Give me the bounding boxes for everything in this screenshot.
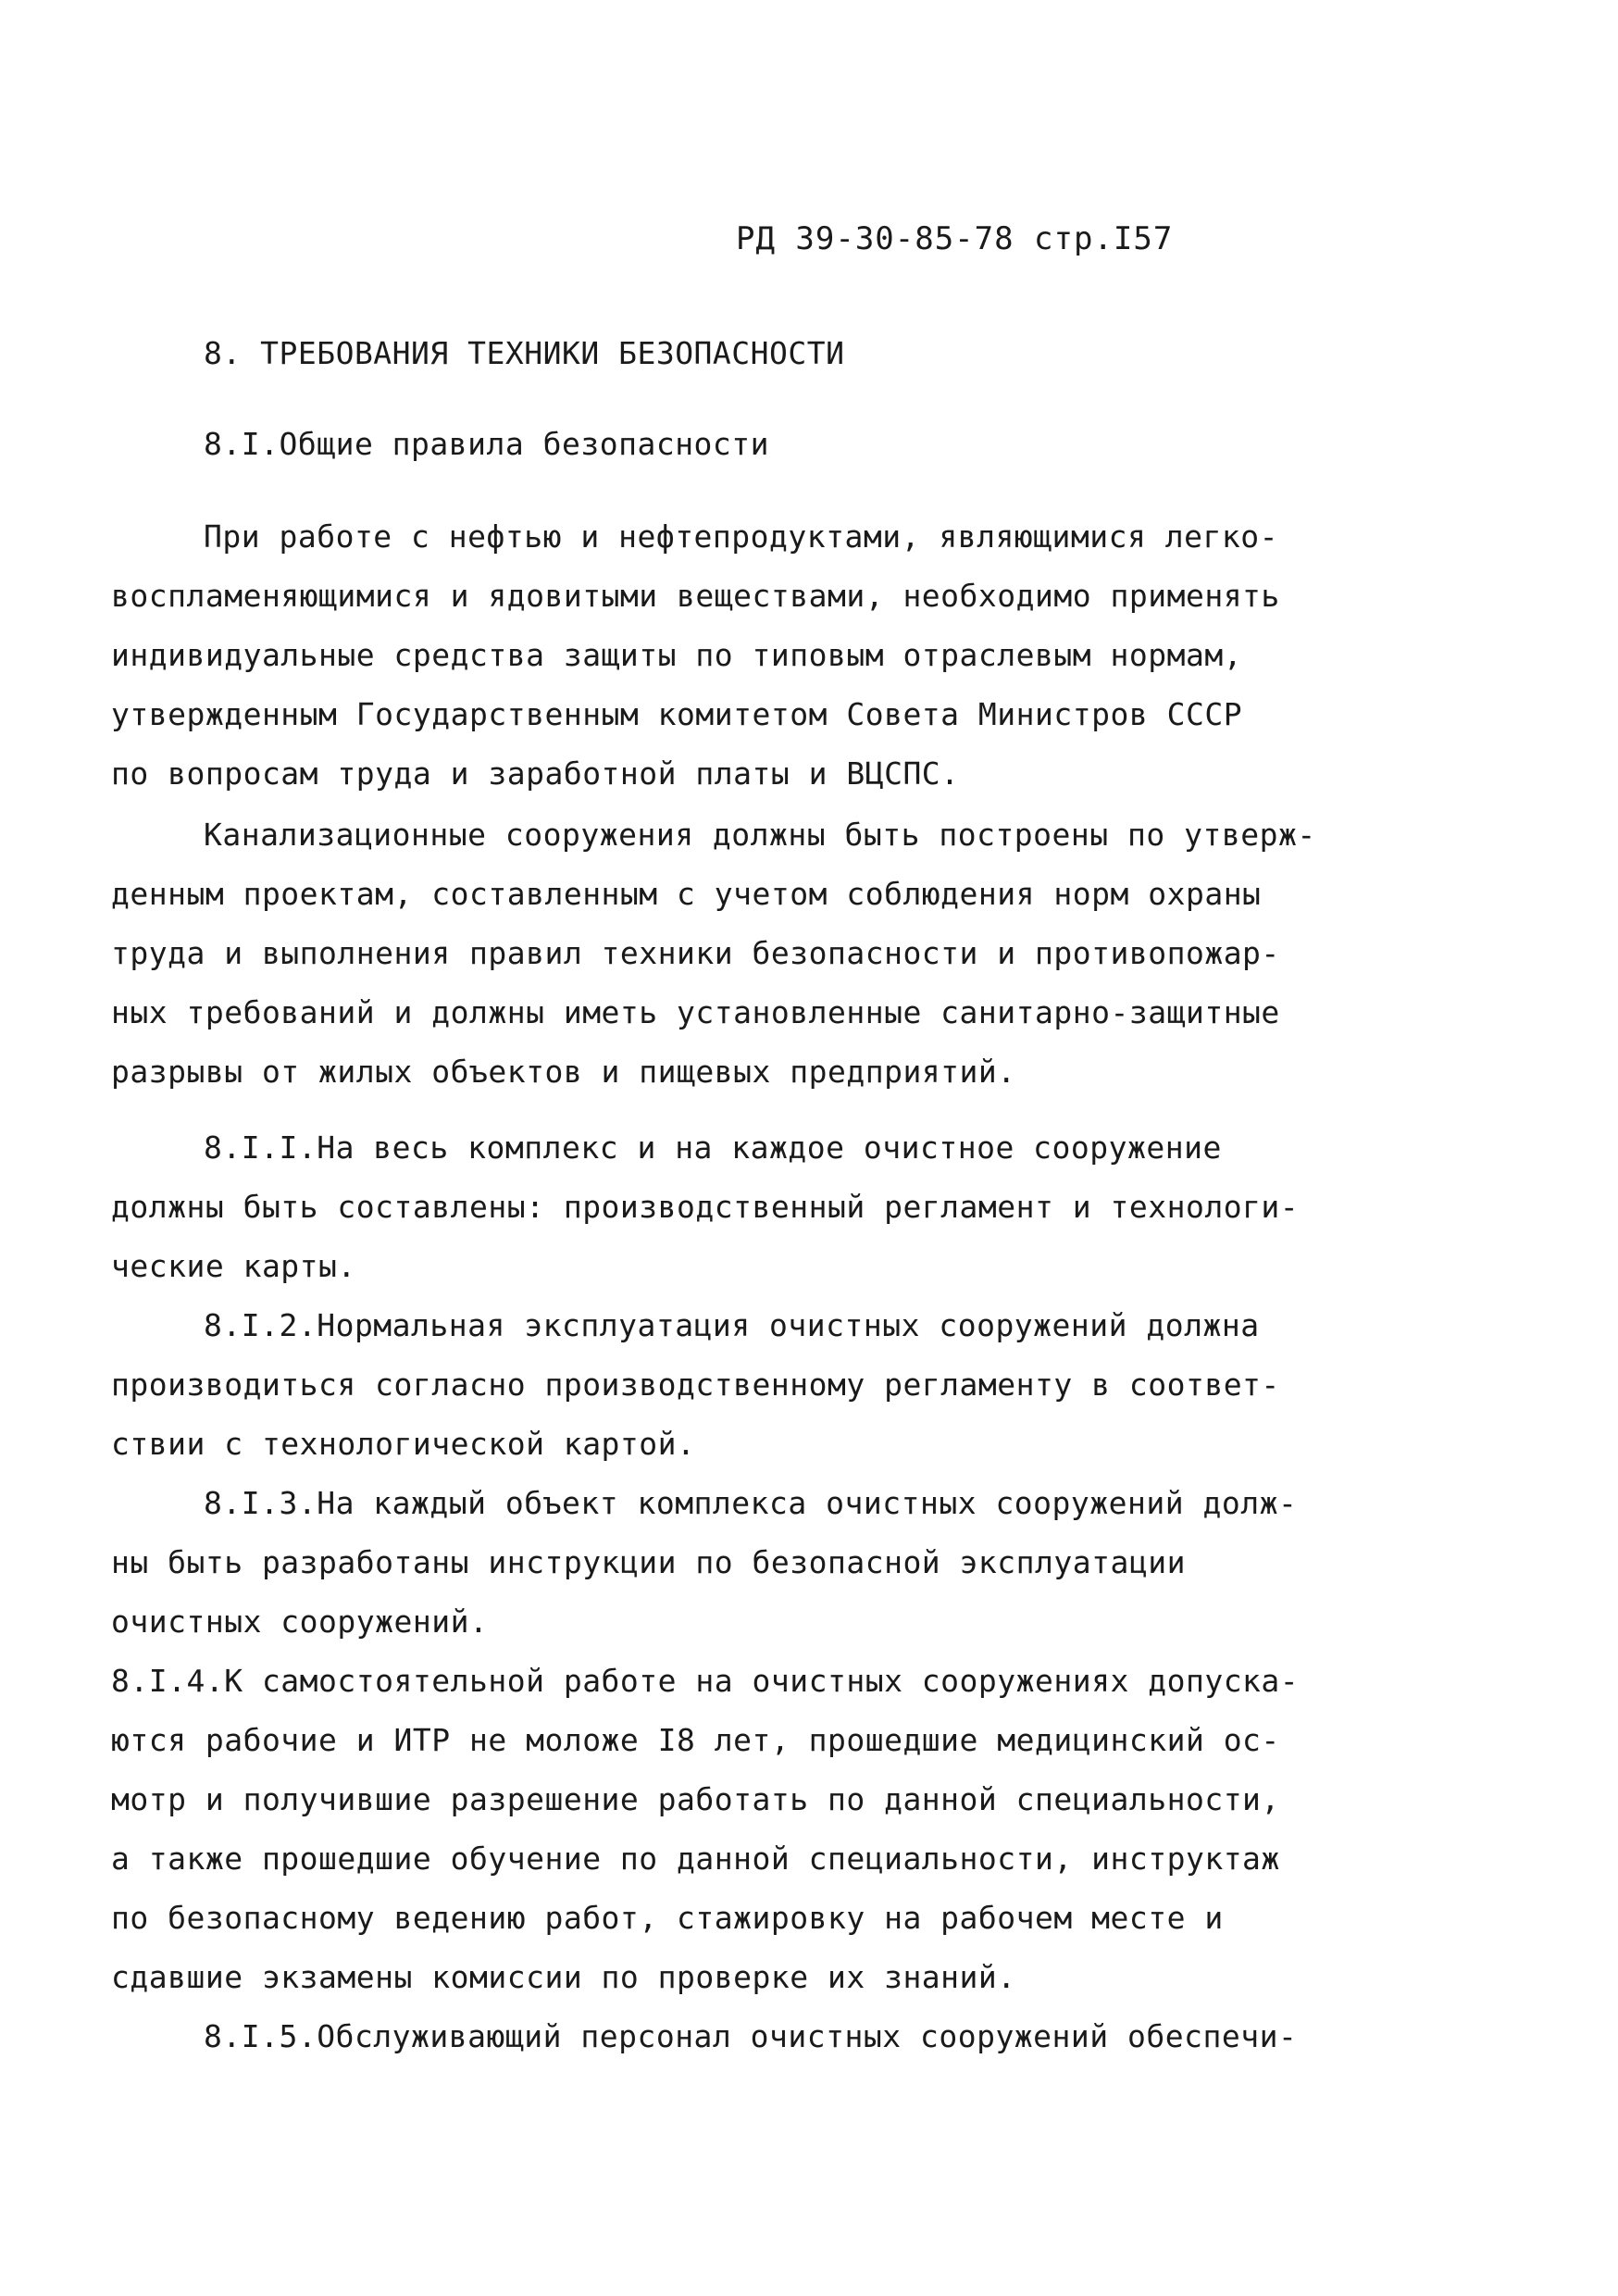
text-line: а также прошедшие обучение по данной специальности, инструктаж bbox=[111, 1841, 1280, 1877]
text-line: При работе с нефтью и нефтепродуктами, являющимися легко- bbox=[204, 518, 1278, 555]
subsection-title: 8.I.Общие правила безопасности bbox=[204, 426, 770, 462]
section-title: 8. ТРЕБОВАНИЯ ТЕХНИКИ БЕЗОПАСНОСТИ bbox=[204, 335, 845, 371]
text-line: ческие карты. bbox=[111, 1248, 356, 1284]
text-line: ствии с технологической картой. bbox=[111, 1426, 696, 1462]
text-line: ны быть разработаны инструкции по безопасной эксплуатации bbox=[111, 1544, 1186, 1580]
text-line: 8.I.4.К самостоятельной работе на очистных сооружениях допуска- bbox=[111, 1663, 1300, 1699]
text-line: ных требований и должны иметь установленные санитарно-защитные bbox=[111, 994, 1280, 1030]
text-line: должны быть составлены: производственный регламент и технологи- bbox=[111, 1189, 1300, 1225]
text-line: индивидуальные средства защиты по типовым отраслевым нормам, bbox=[111, 637, 1243, 673]
text-line: производиться согласно производственному регламенту в соответ- bbox=[111, 1366, 1280, 1403]
text-line: по безопасному ведению работ, стажировку на рабочем месте и bbox=[111, 1900, 1224, 1936]
text-line: мотр и получившие разрешение работать по данной специальности, bbox=[111, 1781, 1280, 1817]
page-header: РД 39-30-85-78 стр.I57 bbox=[736, 220, 1174, 257]
text-line: 8.I.I.На весь комплекс и на каждое очистное сооружение bbox=[204, 1129, 1222, 1166]
text-line: труда и выполнения правил техники безопасности и противопожар- bbox=[111, 935, 1280, 971]
text-line: разрывы от жилых объектов и пищевых предприятий. bbox=[111, 1054, 1016, 1090]
text-line: 8.I.3.На каждый объект комплекса очистных сооружений долж- bbox=[204, 1485, 1298, 1521]
text-line: очистных сооружений. bbox=[111, 1603, 489, 1640]
text-line: денным проектам, составленным с учетом соблюдения норм охраны bbox=[111, 876, 1262, 912]
text-line: воспламеняющимися и ядовитыми веществами, необходимо применять bbox=[111, 578, 1280, 614]
text-line: Канализационные сооружения должны быть построены по утверж- bbox=[204, 817, 1316, 853]
text-line: 8.I.5.Обслуживающий персонал очистных сооружений обеспечи- bbox=[204, 2018, 1298, 2054]
text-line: утвержденным Государственным комитетом Совета Министров СССР bbox=[111, 696, 1243, 732]
text-line: по вопросам труда и заработной платы и ВЦСПС. bbox=[111, 755, 960, 792]
text-line: сдавшие экзамены комиссии по проверке их знаний. bbox=[111, 1959, 1016, 1995]
text-line: ются рабочие и ИТР не моложе I8 лет, прошедшие медицинский ос- bbox=[111, 1722, 1280, 1758]
text-line: 8.I.2.Нормальная эксплуатация очистных сооружений должна bbox=[204, 1307, 1260, 1343]
